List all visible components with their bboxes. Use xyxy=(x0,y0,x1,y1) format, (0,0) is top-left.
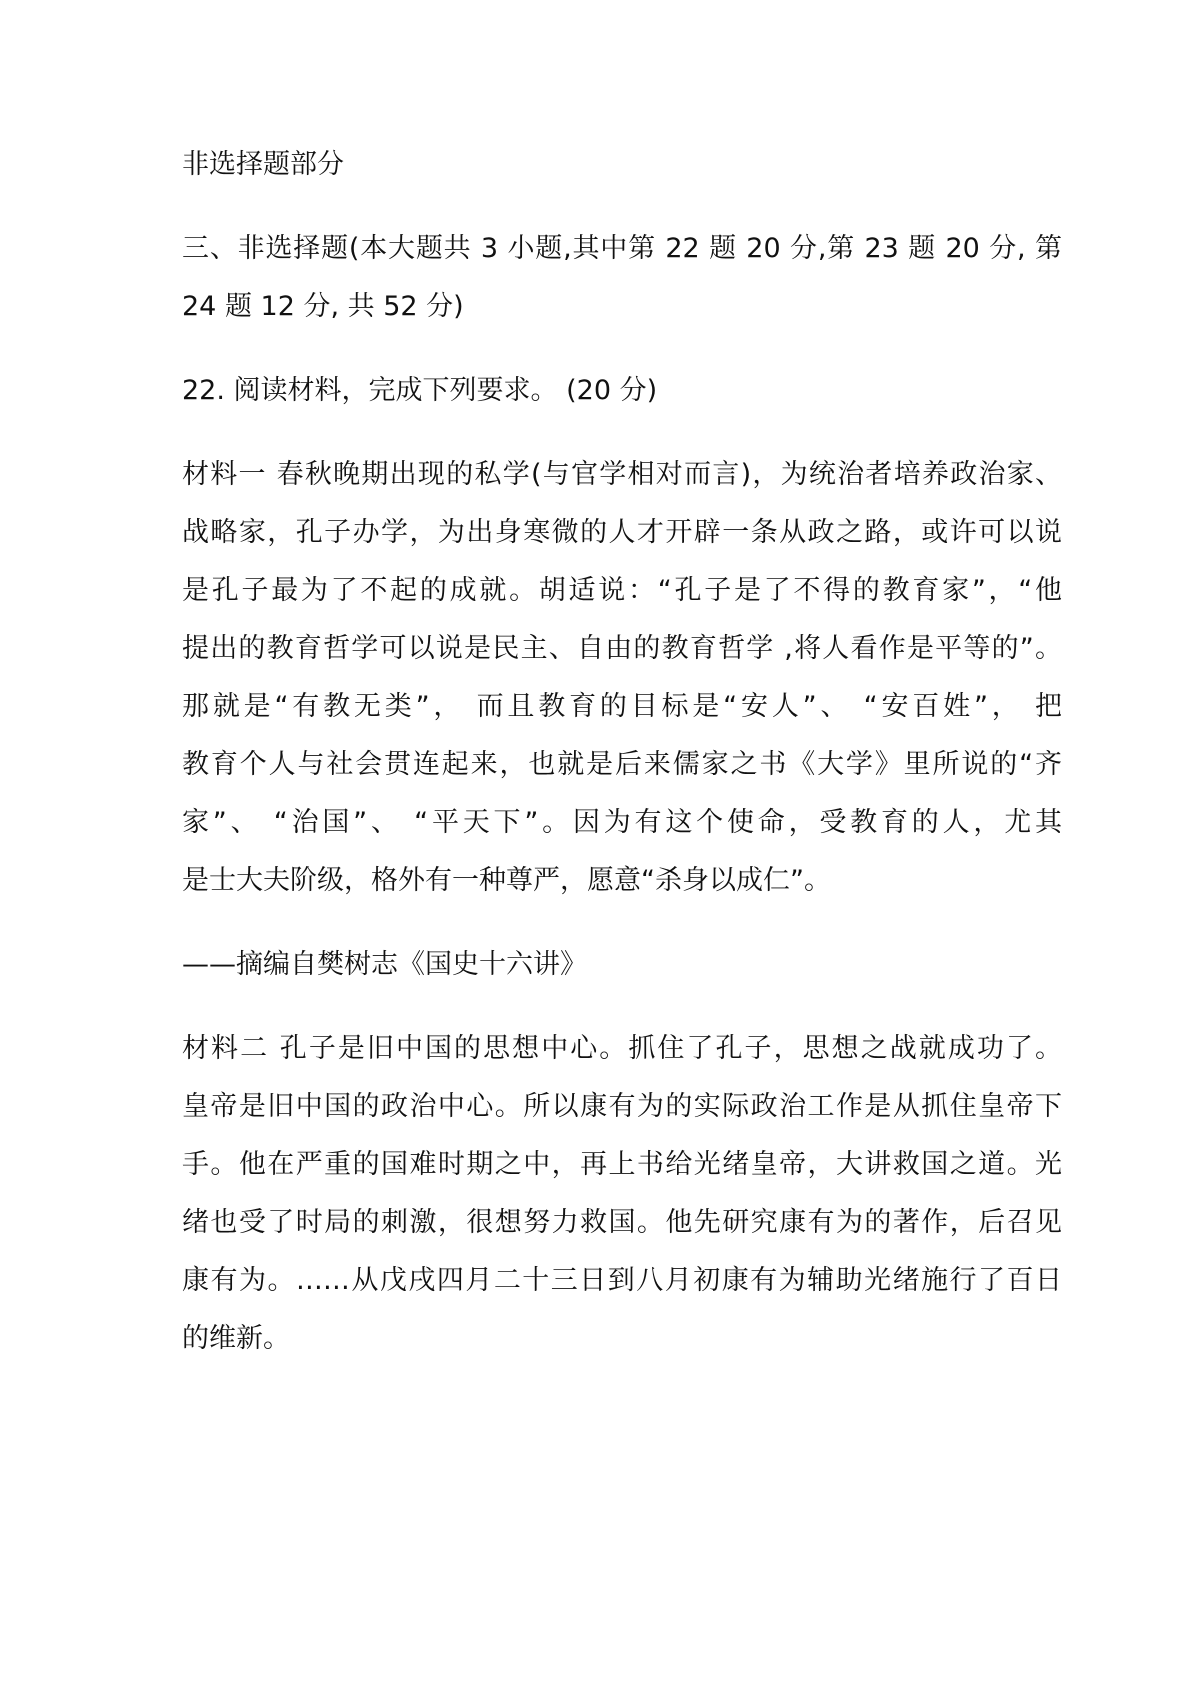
part-heading-line-2: 24 题 12 分, 共 52 分) xyxy=(182,291,464,322)
material-two-line: 的维新。 xyxy=(182,1323,290,1354)
material-one-line: 提出的教育哲学可以说是民主、自由的教育哲学 ,将人看作是平等的”。 xyxy=(182,633,1062,664)
material-one-line: 战略家，孔子办学，为出身寒微的人才开辟一条从政之路，或许可以说 xyxy=(182,517,1062,548)
section-heading: 非选择题部分 xyxy=(182,149,344,180)
material-one-source: ——摘编自樊树志《国史十六讲》 xyxy=(182,949,587,980)
material-two-line: 绪也受了时局的刺激，很想努力救国。他先研究康有为的著作，后召见 xyxy=(182,1207,1062,1238)
material-one-line: 材料一 春秋晚期出现的私学(与官学相对而言)，为统治者培养政治家、 xyxy=(182,459,1062,490)
material-two-line: 康有为。……从戊戌四月二十三日到八月初康有为辅助光绪施行了百日 xyxy=(182,1265,1062,1296)
material-two-line: 手。他在严重的国难时期之中，再上书给光绪皇帝，大讲救国之道。光 xyxy=(182,1149,1062,1180)
question-prompt: 22. 阅读材料，完成下列要求。 (20 分) xyxy=(182,375,658,406)
material-one-line: 是孔子最为了不起的成就。胡适说：“孔子是了不得的教育家”，“他 xyxy=(182,575,1062,606)
part-heading-line-1: 三、非选择题(本大题共 3 小题,其中第 22 题 20 分,第 23 题 20 分, 第 xyxy=(182,233,1062,264)
material-one-line: 是士大夫阶级，格外有一种尊严，愿意“杀身以成仁”。 xyxy=(182,865,831,896)
material-two-line: 皇帝是旧中国的政治中心。所以康有为的实际政治工作是从抓住皇帝下 xyxy=(182,1091,1062,1122)
material-one-line: 家”、 “治国”、 “平天下”。因为有这个使命，受教育的人，尤其 xyxy=(182,807,1062,838)
material-one-line: 那就是“有教无类”， 而且教育的目标是“安人”、 “安百姓”， 把 xyxy=(182,691,1062,722)
material-one-line: 教育个人与社会贯连起来，也就是后来儒家之书《大学》里所说的“齐 xyxy=(182,749,1062,780)
material-two-line: 材料二 孔子是旧中国的思想中心。抓住了孔子，思想之战就成功了。 xyxy=(182,1033,1062,1064)
